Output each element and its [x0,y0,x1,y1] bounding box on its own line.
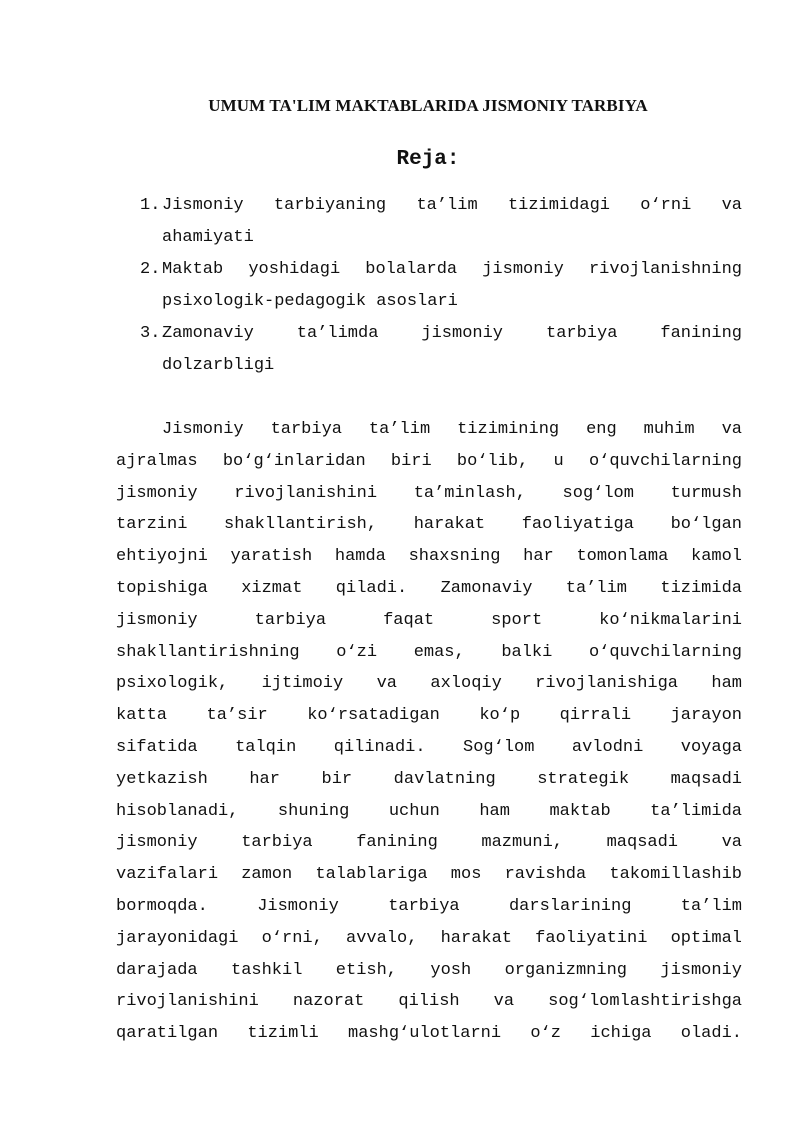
paragraph-line: ehtiyojni yaratish hamda shaxsning har tomonlama kamol [116,547,742,567]
plan-list [116,190,742,382]
paragraph-line: sifatida talqin qilinadi. Sog‘lom avlodni voyaga [116,737,742,757]
plan-item-text: dolzarbligi [162,356,275,375]
body-paragraph [116,414,742,1050]
paragraph-line: jismoniy tarbiya fanining mazmuni, maqsadi va [116,833,742,853]
plan-item-text: ahamiyati [162,228,254,247]
paragraph-line: jismoniy rivojlanishini ta’minlash, sog‘lom turmush [116,483,742,503]
plan-item-number: 1. [140,196,161,215]
paragraph-line: vazifalari zamon talablariga mos ravishda takomillashib [116,865,742,885]
paragraph-line: psixologik, ijtimoiy va axloqiy rivojlanishiga ham [116,674,742,694]
plan-item [116,318,742,382]
plan-item [116,190,742,254]
paragraph-line: tarzini shakllantirish, harakat faoliyatiga bo‘lgan [116,515,742,535]
paragraph-line: Jismoniy tarbiya ta’lim tizimining eng muhim va [162,420,742,439]
paragraph-line: katta ta’sir ko‘rsatadigan ko‘p qirrali jarayon [116,706,742,726]
plan-item-number: 2. [140,260,161,279]
plan-item [116,254,742,318]
paragraph-line: rivojlanishini nazorat qilish va sog‘lomlashtirishga [116,992,742,1012]
paragraph-line: jismoniy tarbiya faqat sport ko‘nikmalarini [116,610,742,630]
plan-item-text: Maktab yoshidagi bolalarda jismoniy rivojlanishning [162,260,742,279]
plan-item-number: 3. [140,324,161,343]
paragraph-line: shakllantirishning o‘zi emas, balki o‘quvchilarning [116,642,742,662]
plan-item-text: psixologik-pedagogik asoslari [162,292,458,311]
paragraph-line: darajada tashkil etish, yosh organizmning jismoniy [116,960,742,980]
paragraph-line: bormoqda. Jismoniy tarbiya darslarining ta’lim [116,896,742,916]
document-title: UMUM TA'LIM MAKTABLARIDA JISMONIY TARBIYA [208,96,648,115]
paragraph-line: jarayonidagi o‘rni, avvalo, harakat faoliyatini optimal [116,928,742,948]
paragraph-line: qaratilgan tizimli mashg‘ulotlarni o‘z ichiga oladi. [116,1024,742,1044]
paragraph-line: ajralmas bo‘g‘inlaridan biri bo‘lib, u o‘quvchilarning [116,451,742,471]
paragraph-line: topishiga xizmat qiladi. Zamonaviy ta’lim tizimida [116,578,742,598]
plan-item-text: Jismoniy tarbiyaning ta’lim tizimidagi o‘rni va [162,196,742,215]
paragraph-line: hisoblanadi, shuning uchun ham maktab ta’limida [116,801,742,821]
plan-heading: Reja: [396,148,460,171]
paragraph-line: yetkazish har bir davlatning strategik maqsadi [116,769,742,789]
plan-item-text: Zamonaviy ta’limda jismoniy tarbiya fanining [162,324,742,343]
